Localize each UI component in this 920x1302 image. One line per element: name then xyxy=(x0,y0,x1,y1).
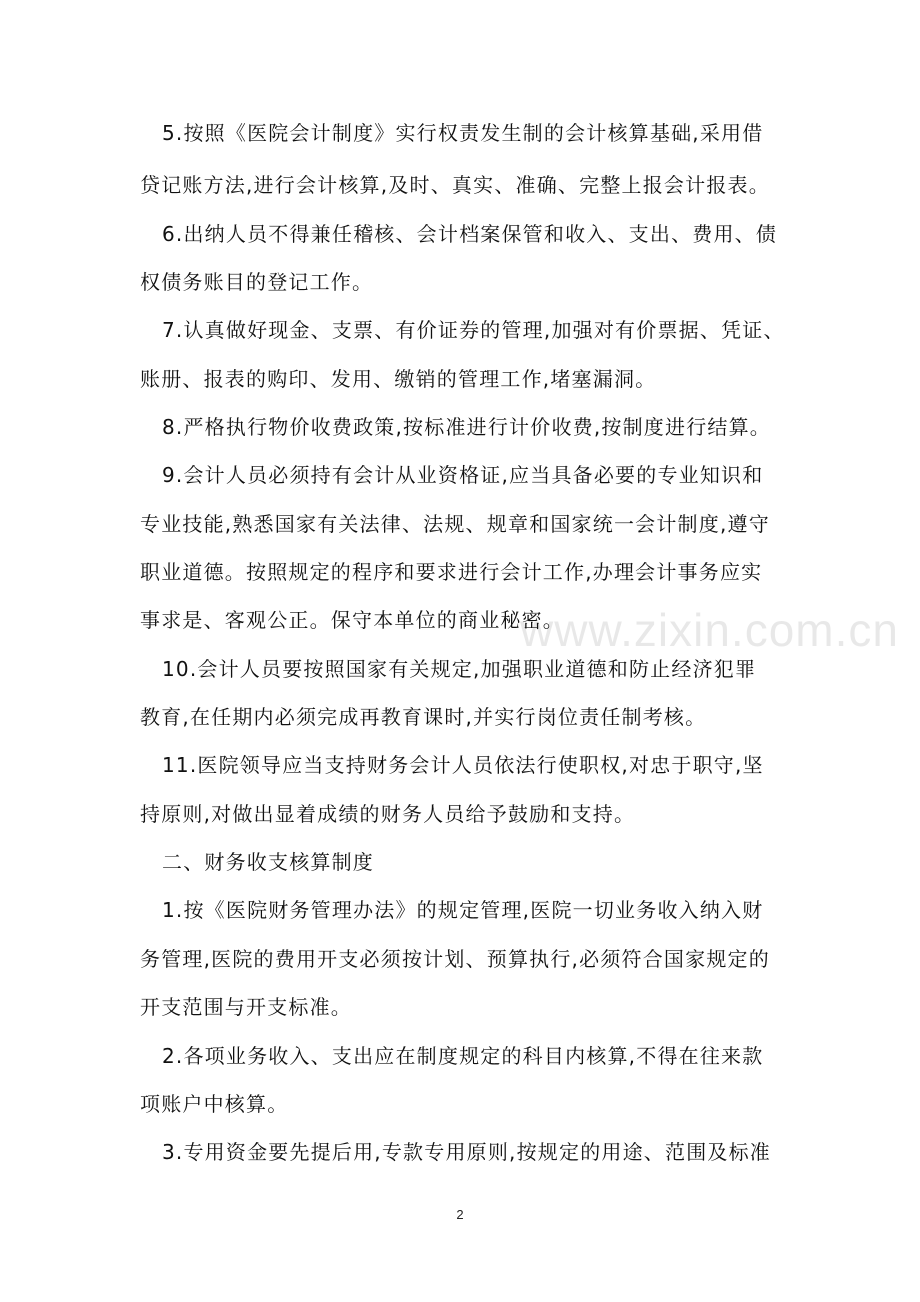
paragraph-line: 开支范围与开支标准。 xyxy=(140,995,352,1019)
paragraph-line: 职业道德。按照规定的程序和要求进行会计工作,办理会计事务应实 xyxy=(140,560,763,584)
paragraph-line: 9.会计人员必须持有会计从业资格证,应当具备必要的专业知识和 xyxy=(162,463,764,487)
paragraph-line: 权债务账目的登记工作。 xyxy=(140,270,374,294)
paragraph-line: 务管理,医院的费用开支必须按计划、预算执行,必须符合国家规定的 xyxy=(140,947,770,971)
paragraph-line: 项账户中核算。 xyxy=(140,1092,289,1116)
paragraph-line: 10.会计人员要按照国家有关规定,加强职业道德和防止经济犯罪 xyxy=(162,657,757,681)
paragraph-line: 11.医院领导应当支持财务会计人员依法行使职权,对忠于职守,坚 xyxy=(162,753,764,777)
paragraph-line: 2.各项业务收入、支出应在制度规定的科目内核算,不得在往来款 xyxy=(162,1044,764,1068)
paragraph-line: 贷记账方法,进行会计核算,及时、真实、准确、完整上报会计报表。 xyxy=(140,173,770,197)
paragraph-line: 5.按照《医院会计制度》实行权责发生制的会计核算基础,采用借 xyxy=(162,121,764,145)
paragraph-line: 教育,在任期内必须完成再教育课时,并实行岗位责任制考核。 xyxy=(140,705,707,729)
paragraph-line: 3.专用资金要先提后用,专款专用原则,按规定的用途、范围及标准 xyxy=(162,1140,771,1164)
paragraph-line: 1.按《医院财务管理办法》的规定管理,医院一切业务收入纳入财 xyxy=(162,898,764,922)
paragraph-line: 7.认真做好现金、支票、有价证券的管理,加强对有价票据、凭证、 xyxy=(162,318,785,342)
paragraph-line: 账册、报表的购印、发用、缴销的管理工作,堵塞漏洞。 xyxy=(140,367,657,391)
paragraph-line: 6.出纳人员不得兼任稽核、会计档案保管和收入、支出、费用、债 xyxy=(162,222,778,246)
watermark: www.zixin.com.cn xyxy=(520,604,899,656)
paragraph-line: 8.严格执行物价收费政策,按标准进行计价收费,按制度进行结算。 xyxy=(162,415,771,439)
paragraph-line: 持原则,对做出显着成绩的财务人员给予鼓励和支持。 xyxy=(140,802,636,826)
section-heading: 二、财务收支核算制度 xyxy=(162,850,374,874)
page-number: 2 xyxy=(456,1207,464,1222)
paragraph-line: 事求是、客观公正。保守本单位的商业秘密。 xyxy=(140,608,564,632)
paragraph-line: 专业技能,熟悉国家有关法律、法规、规章和国家统一会计制度,遵守 xyxy=(140,512,770,536)
